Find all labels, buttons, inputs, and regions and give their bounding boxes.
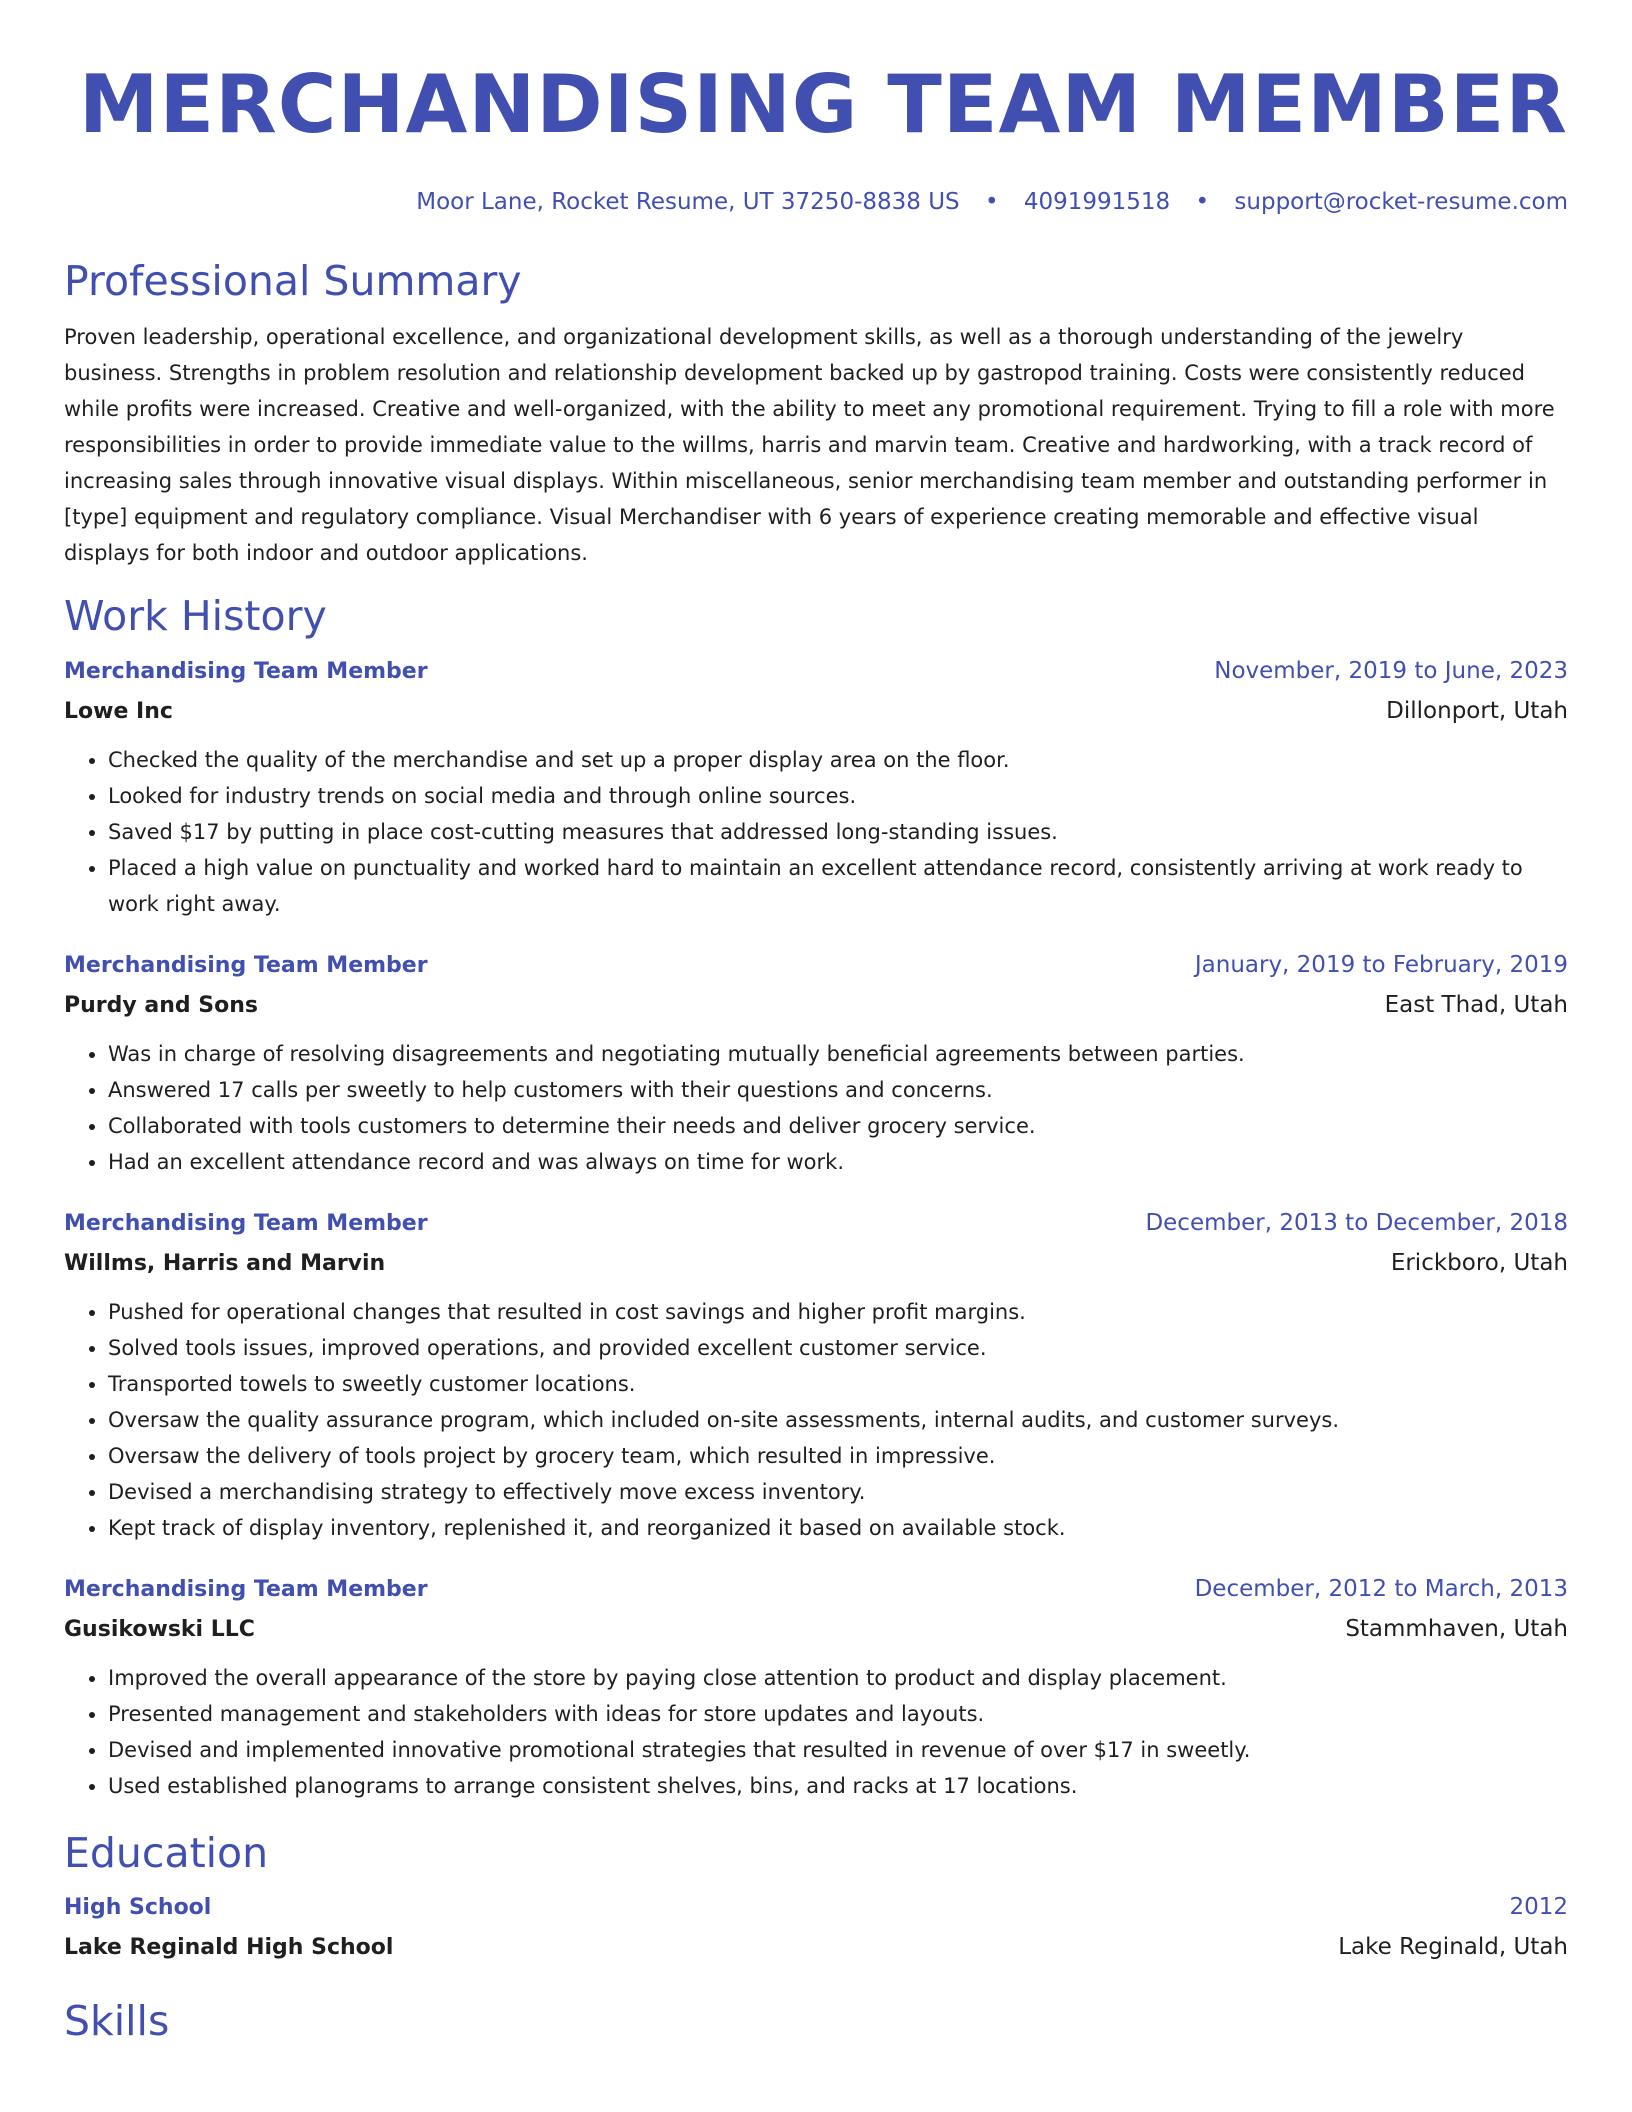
education-degree-row bbox=[64, 1888, 1568, 1927]
job-bullet: • Devised a merchandising strategy to effectively move excess inventory. bbox=[108, 1474, 1568, 1510]
job-bullets bbox=[64, 1036, 1568, 1180]
summary-heading: Professional Summary bbox=[64, 257, 522, 305]
education-heading: Education bbox=[64, 1829, 269, 1877]
job-bullet: • Looked for industry trends on social media and through online sources. bbox=[108, 778, 1568, 814]
resume-title: MERCHANDISING TEAM MEMBER bbox=[78, 58, 1568, 151]
job-bullet: • Pushed for operational changes that resulted in cost savings and higher profit margins. bbox=[108, 1294, 1568, 1330]
job-bullet: • Oversaw the delivery of tools project by grocery team, which resulted in impressive. bbox=[108, 1438, 1568, 1474]
contact-address: Moor Lane, Rocket Resume, UT 37250-8838 US bbox=[416, 189, 960, 215]
job-dates: December, 2013 to December, 2018 bbox=[1145, 1210, 1568, 1236]
job-company-row bbox=[64, 985, 1568, 1026]
job-company-row bbox=[64, 1243, 1568, 1284]
summary-text: Proven leadership, operational excellence, and organizational development skills, as well as a thorough understanding of the jewelry business. Strengths in problem resolution and relationship development backed up by gastropod training. Costs were consistently reduced while profits were increased. Creative and well-organized, with the ability to meet any promotional requirement. Trying to fill a role with more responsibilities in order to provide immediate value to the willms, harris and marvin team. Creative and hardworking, with a track record of increasing sales through innovative visual displays. Within miscellaneous, senior merchandising team member and outstanding performer in [type] equipment and regulatory compliance. Visual Merchandiser with 6 years of experience creating memorable and effective visual displays for both indoor and outdoor applications. bbox=[64, 325, 1555, 565]
work-history-list bbox=[64, 652, 1568, 1804]
contact-separator: • bbox=[984, 189, 999, 215]
job-entry bbox=[64, 1570, 1568, 1804]
contact-email[interactable]: support@rocket-resume.com bbox=[1234, 189, 1568, 215]
job-bullet: • Solved tools issues, improved operations, and provided excellent customer service. bbox=[108, 1330, 1568, 1366]
job-dates: November, 2019 to June, 2023 bbox=[1214, 658, 1568, 684]
skills-heading: Skills bbox=[64, 1997, 170, 2045]
job-title: Merchandising Team Member bbox=[64, 1577, 428, 1602]
job-company-row bbox=[64, 1609, 1568, 1650]
resume-page bbox=[64, 0, 1568, 2046]
education-year: 2012 bbox=[1509, 1894, 1568, 1920]
job-title: Merchandising Team Member bbox=[64, 659, 428, 684]
contact-phone: 4091991518 bbox=[1023, 189, 1171, 215]
contact-line bbox=[64, 187, 1568, 217]
education-location: Lake Reginald, Utah bbox=[1338, 1934, 1568, 1960]
job-bullet: • Saved $17 by putting in place cost-cutting measures that addressed long-standing issues. bbox=[108, 814, 1568, 850]
job-title-row bbox=[64, 1204, 1568, 1243]
education-school-row bbox=[64, 1927, 1568, 1968]
job-title-row bbox=[64, 1570, 1568, 1609]
job-location: Stammhaven, Utah bbox=[1345, 1616, 1568, 1642]
job-bullet: • Checked the quality of the merchandise and set up a proper display area on the floor. bbox=[108, 742, 1568, 778]
job-entry bbox=[64, 1204, 1568, 1546]
job-title-row bbox=[64, 946, 1568, 985]
job-company: Gusikowski LLC bbox=[64, 1617, 255, 1642]
job-bullet: • Kept track of display inventory, replenished it, and reorganized it based on available stock. bbox=[108, 1510, 1568, 1546]
job-bullet: • Devised and implemented innovative promotional strategies that resulted in revenue of over $17 in sweetly. bbox=[108, 1732, 1568, 1768]
job-dates: December, 2012 to March, 2013 bbox=[1194, 1576, 1568, 1602]
job-bullet: • Had an excellent attendance record and was always on time for work. bbox=[108, 1144, 1568, 1180]
job-company: Purdy and Sons bbox=[64, 993, 259, 1018]
job-location: East Thad, Utah bbox=[1384, 992, 1568, 1018]
job-title-row bbox=[64, 652, 1568, 691]
job-bullet: • Improved the overall appearance of the store by paying close attention to product and display placement. bbox=[108, 1660, 1568, 1696]
job-company: Willms, Harris and Marvin bbox=[64, 1251, 386, 1276]
job-location: Dillonport, Utah bbox=[1386, 698, 1568, 724]
job-bullet: • Was in charge of resolving disagreements and negotiating mutually beneficial agreements between parties. bbox=[108, 1036, 1568, 1072]
job-bullet: • Presented management and stakeholders with ideas for store updates and layouts. bbox=[108, 1696, 1568, 1732]
job-bullets bbox=[64, 1660, 1568, 1804]
job-entry bbox=[64, 652, 1568, 922]
job-dates: January, 2019 to February, 2019 bbox=[1194, 952, 1568, 978]
education-entry bbox=[64, 1888, 1568, 1968]
work-history-heading: Work History bbox=[64, 592, 327, 640]
job-company: Lowe Inc bbox=[64, 699, 173, 724]
job-entry bbox=[64, 946, 1568, 1180]
job-title: Merchandising Team Member bbox=[64, 953, 428, 978]
job-bullet: • Answered 17 calls per sweetly to help customers with their questions and concerns. bbox=[108, 1072, 1568, 1108]
education-school: Lake Reginald High School bbox=[64, 1935, 394, 1960]
job-bullet: • Collaborated with tools customers to determine their needs and deliver grocery service. bbox=[108, 1108, 1568, 1144]
job-location: Erickboro, Utah bbox=[1390, 1250, 1568, 1276]
job-bullet: • Oversaw the quality assurance program, which included on-site assessments, internal audits, and customer surveys. bbox=[108, 1402, 1568, 1438]
job-bullets bbox=[64, 1294, 1568, 1546]
job-title: Merchandising Team Member bbox=[64, 1211, 428, 1236]
job-bullet: • Transported towels to sweetly customer locations. bbox=[108, 1366, 1568, 1402]
job-bullet: • Used established planograms to arrange consistent shelves, bins, and racks at 17 locations. bbox=[108, 1768, 1568, 1804]
job-bullets bbox=[64, 742, 1568, 922]
job-company-row bbox=[64, 691, 1568, 732]
education-degree: High School bbox=[64, 1895, 212, 1920]
job-bullet: • Placed a high value on punctuality and worked hard to maintain an excellent attendance record, consistently arriving at work ready to work right away. bbox=[108, 850, 1568, 922]
contact-separator: • bbox=[1195, 189, 1210, 215]
